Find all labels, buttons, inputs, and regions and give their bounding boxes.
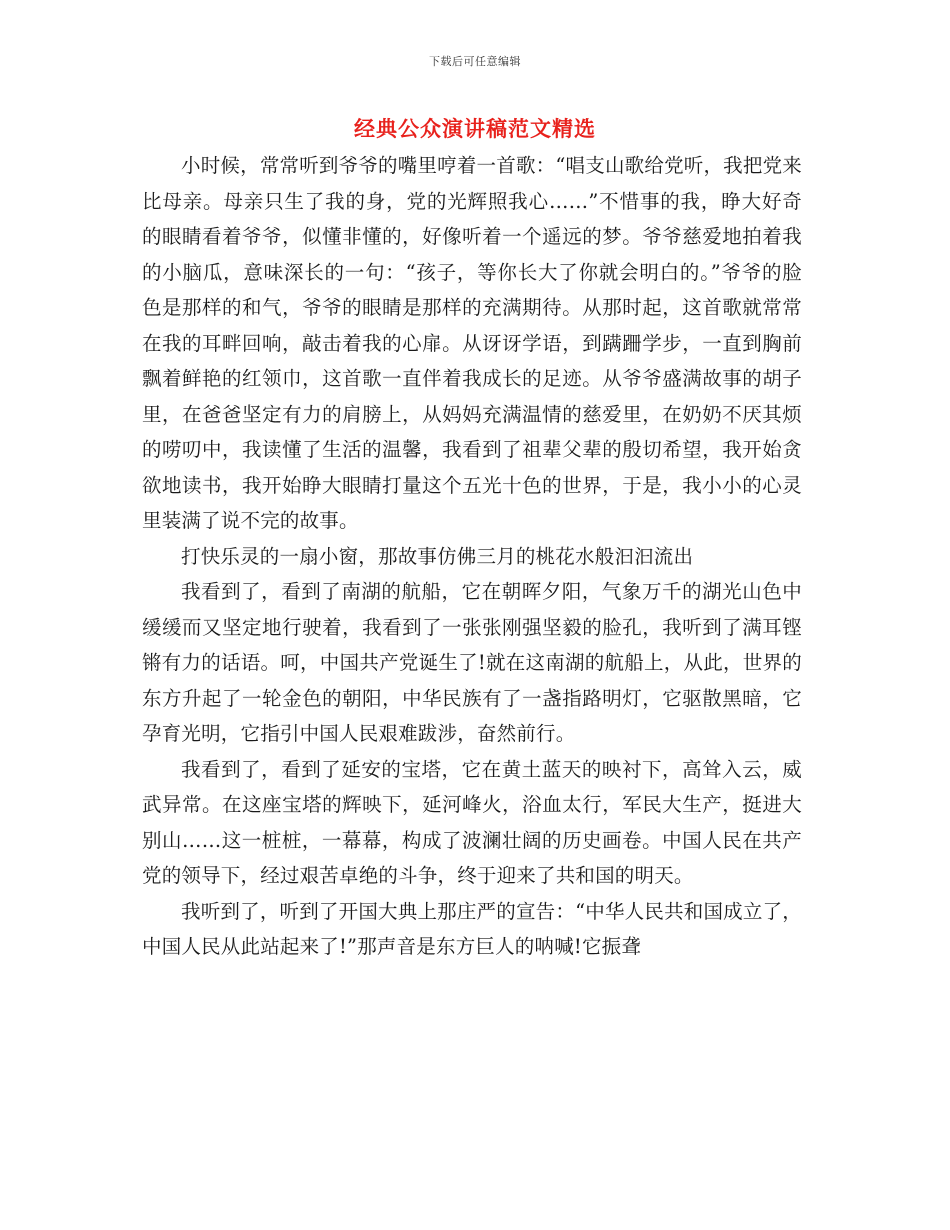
paragraph: 打快乐灵的一扇小窗，那故事仿佛三月的桃花水般汩汩流出	[181, 544, 694, 568]
paragraph: 小时候，常常听到爷爷的嘴里哼着一首歌：“唱支山歌给党听，我把党来比母亲。母亲只生了我的身，党的光辉照我心……”不惜事的我，睁大好奇的眼睛看着爷爷，似懂非懂的，好像听着一个遥远的梦。爷爷慈爱地拍着我的小脑瓜，意味深长的一句：“孩子，等你长大了你就会明白的。”爷爷的脸色是那样的和气，爷爷的眼睛是那样的充满期待。从那时起，这首歌就常常在我的耳畔回响，敲击着我的心扉。从讶讶学语，到蹒跚学步，一直到胸前飘着鲜艳的红领巾，这首歌一直伴着我成长的足迹。从爷爷盛满故事的胡子里，在爸爸坚定有力的肩膀上，从妈妈充满温情的慈爱里，在奶奶不厌其烦的唠叨中，我读懂了生活的温馨，我看到了祖辈父辈的殷切希望，我开始贪欲地读书，我开始睁大眼睛打量这个五光十色的世界，于是，我小小的心灵里装满了说不完的故事。	[142, 154, 802, 532]
document-title: 经典公众演讲稿范文精选	[354, 116, 596, 141]
paragraph: 我看到了，看到了延安的宝塔，它在黄土蓝天的映衬下，高耸入云，威武异常。在这座宝塔的辉映下，延河峰火，浴血太行，军民大生产，挺进大别山……这一桩桩，一幕幕，构成了波澜壮阔的历史画卷。中国人民在共产党的领导下，经过艰苦卓绝的斗争，终于迎来了共和国的明天。	[142, 757, 802, 887]
document-body	[142, 148, 802, 965]
paragraph: 我听到了，听到了开国大典上那庄严的宣告：“中华人民共和国成立了，中国人民从此站起来了!”那声音是东方巨人的呐喊!它振聋	[142, 899, 802, 958]
paragraph: 我看到了，看到了南湖的航船，它在朝晖夕阳，气象万千的湖光山色中缓缓而又坚定地行驶着，我看到了一张张刚强坚毅的脸孔，我听到了满耳铿锵有力的话语。呵，中国共产党诞生了!就在这南湖的航船上，从此，世界的东方升起了一轮金色的朝阳，中华民族有了一盏指路明灯，它驱散黑暗，它孕育光明，它指引中国人民艰难跋涉，奋然前行。	[142, 580, 802, 745]
page-header-note: 下载后可任意编辑	[429, 55, 521, 68]
